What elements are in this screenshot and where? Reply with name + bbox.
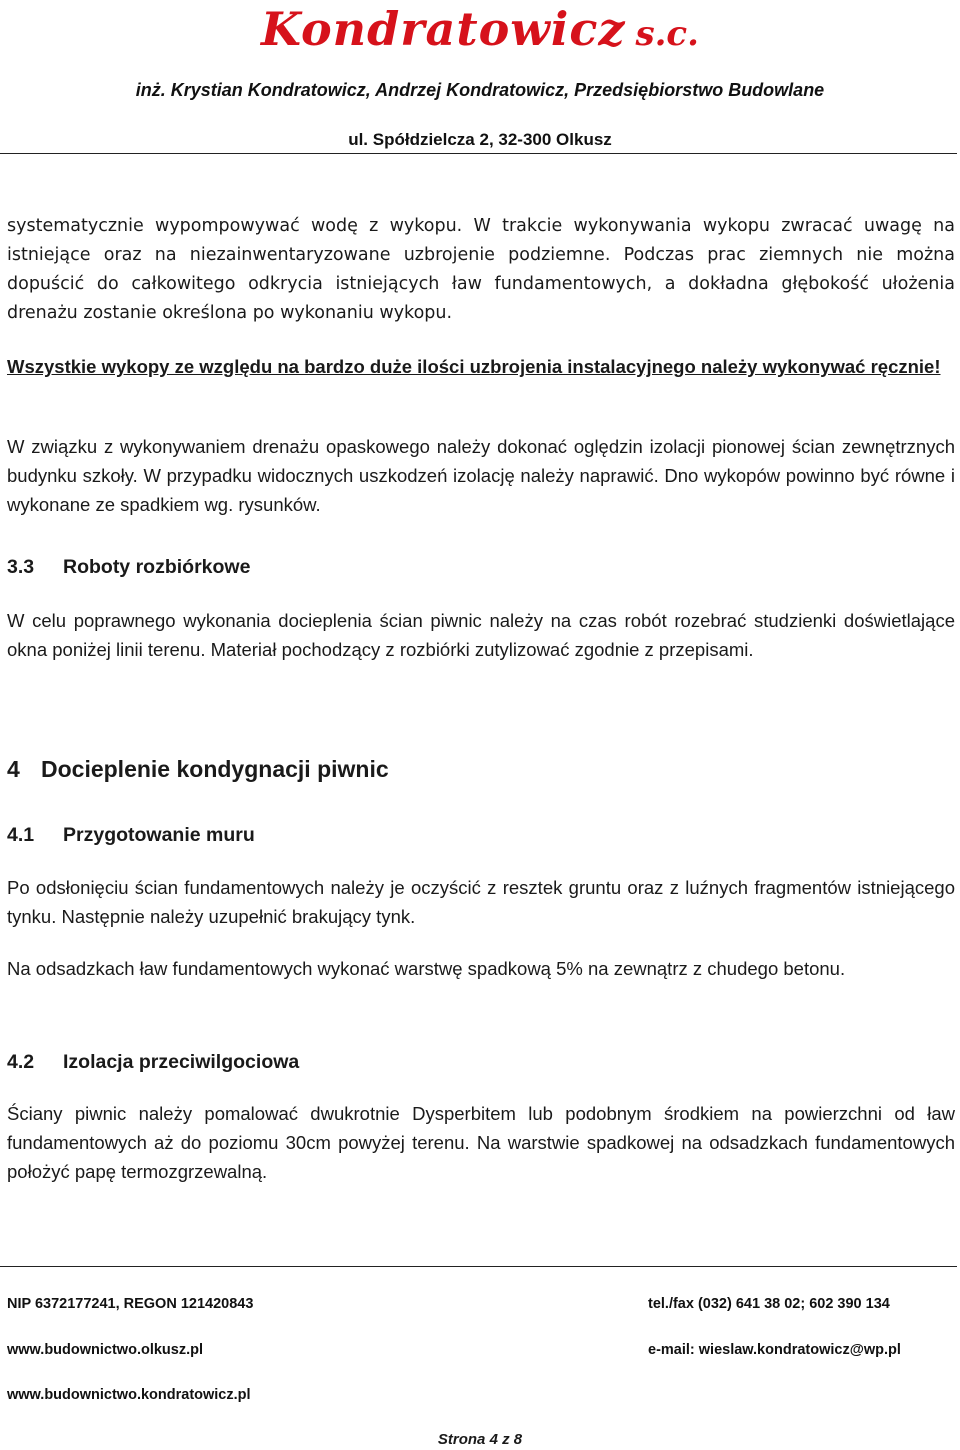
section-title: Przygotowanie muru	[63, 824, 255, 846]
logo-name: Kondratowicz	[261, 2, 626, 56]
footer-website-1[interactable]: www.budownictwo.olkusz.pl	[7, 1342, 204, 1358]
footer-phone: tel./fax (032) 641 38 02; 602 390 134	[648, 1296, 890, 1312]
section-title: Docieplenie kondygnacji piwnic	[41, 756, 389, 782]
section-title: Roboty rozbiórkowe	[63, 556, 251, 578]
footer-email[interactable]: e-mail: wieslaw.kondratowicz@wp.pl	[648, 1342, 901, 1358]
section-4-2-heading	[7, 1048, 299, 1076]
section-number: 4.1	[7, 824, 35, 846]
paragraph-wall-preparation: Po odsłonięciu ścian fundamentowych należy je oczyścić z resztek gruntu oraz z luźnych fragmentów istniejącego tynku. Następnie należy uzupełnić brakujący tynk.	[7, 877, 955, 927]
paragraph-slope-layer: Na odsadzkach ław fundamentowych wykonać warstwę spadkową 5% na zewnątrz z chudego betonu.	[7, 958, 846, 979]
paragraph-excavation: systematycznie wypompowywać wodę z wykopu. W trakcie wykonywania wykopu zwracać uwagę na istniejące oraz na niezainwentaryzowane uzbrojenie podziemne. Podczas prac ziemnych nie można dopuścić do całkowitego odkrycia istniejących ław fundamentowych, a dokładna głębokość ułożenia drenażu zostanie określona po wykonaniu wykopu.	[7, 216, 955, 323]
paragraph-demolition: W celu poprawnego wykonania docieplenia ścian piwnic należy na czas robót rozebrać studzienki doświetlające okna poniżej linii terenu. Materiał pochodzący z rozbiórki zutylizować zgodnie z przepisami.	[7, 610, 955, 660]
footer-website-2[interactable]: www.budownictwo.kondratowicz.pl	[7, 1387, 251, 1403]
company-address: ul. Spółdzielcza 2, 32-300 Olkusz	[348, 130, 612, 149]
section-number: 3.3	[7, 556, 35, 578]
section-4-1-heading	[7, 821, 255, 849]
company-name: inż. Krystian Kondratowicz, Andrzej Kondratowicz, Przedsiębiorstwo Budowlane	[135, 80, 825, 100]
section-title: Izolacja przeciwilgociowa	[63, 1051, 300, 1073]
section-4-heading	[7, 753, 389, 785]
footer-nip-regon: NIP 6372177241, REGON 121420843	[7, 1296, 254, 1312]
company-logo	[0, 0, 960, 63]
warning-manual-excavation: Wszystkie wykopy ze względu na bardzo duże ilości uzbrojenia instalacyjnego należy wykonywać ręcznie!	[7, 356, 941, 377]
paragraph-damp-proofing: Ściany piwnic należy pomalować dwukrotnie Dysperbitem lub podobnym środkiem na powierzchni od ław fundamentowych aż do poziomu 30cm powyżej terenu. Na warstwie spadkowej na odsadzkach fundamentowych położyć papę termozgrzewalną.	[7, 1103, 955, 1182]
section-3-3-heading	[7, 553, 250, 581]
logo-suffix: s.c.	[635, 14, 699, 54]
section-number: 4.2	[7, 1051, 35, 1073]
paragraph-insulation-check: W związku z wykonywaniem drenażu opaskowego należy dokonać oględzin izolacji pionowej ścian zewnętrznych budynku szkoły. W przypadku widocznych uszkodzeń izolację należy naprawić. Dno wykopów powinno być równe i wykonane ze spadkiem wg. rysunków.	[7, 436, 955, 515]
page-number: Strona 4 z 8	[437, 1431, 523, 1448]
footer-divider	[0, 1266, 957, 1267]
header-divider	[0, 153, 957, 154]
section-number: 4	[7, 756, 20, 782]
